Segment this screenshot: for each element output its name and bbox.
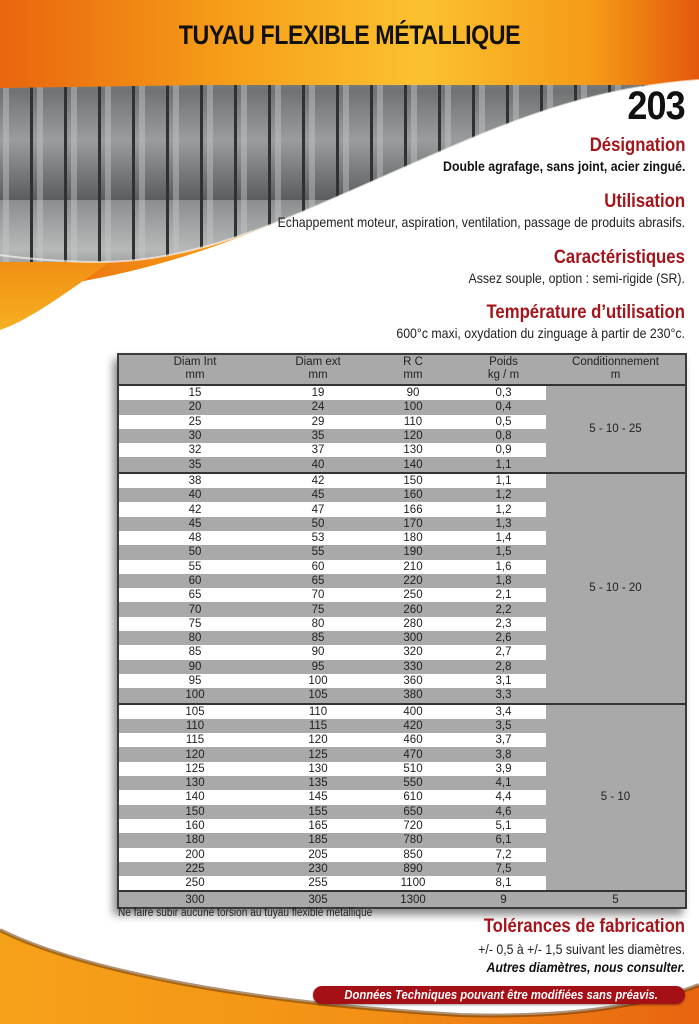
cell-diam-int: 300 xyxy=(119,891,271,906)
cell-rc: 110 xyxy=(365,415,461,429)
cell-poids: 0,8 xyxy=(461,429,546,443)
cell-rc: 320 xyxy=(365,645,461,659)
cell-rc: 610 xyxy=(365,790,461,804)
cell-poids: 1,1 xyxy=(461,473,546,488)
cell-conditionnement: 5 xyxy=(546,891,685,906)
cell-diam-int: 160 xyxy=(119,819,271,833)
cell-poids: 8,1 xyxy=(461,876,546,891)
cell-rc: 360 xyxy=(365,674,461,688)
cell-diam-int: 65 xyxy=(119,588,271,602)
cell-diam-int: 32 xyxy=(119,443,271,457)
cell-poids: 7,2 xyxy=(461,848,546,862)
cell-diam-ext: 47 xyxy=(271,502,365,516)
cell-rc: 460 xyxy=(365,733,461,747)
cell-diam-ext: 305 xyxy=(271,891,365,906)
caracteristiques-heading: Caractéristiques xyxy=(553,247,685,268)
cell-poids: 3,8 xyxy=(461,747,546,761)
header-diam-ext: Diam ext mm xyxy=(271,355,365,385)
cell-diam-ext: 37 xyxy=(271,443,365,457)
cell-rc: 280 xyxy=(365,617,461,631)
section-temperature xyxy=(357,302,685,342)
cell-diam-int: 200 xyxy=(119,848,271,862)
cell-rc: 780 xyxy=(365,833,461,847)
cell-diam-ext: 65 xyxy=(271,574,365,588)
cell-poids: 1,2 xyxy=(461,502,546,516)
cell-rc: 180 xyxy=(365,531,461,545)
cell-diam-int: 60 xyxy=(119,574,271,588)
utilisation-text: Echappement moteur, aspiration, ventilation, passage de produits abrasifs. xyxy=(277,214,685,230)
temperature-heading: Température d’utilisation xyxy=(486,302,685,323)
cell-diam-ext: 29 xyxy=(271,415,365,429)
product-reference: 203 xyxy=(627,84,685,128)
cell-rc: 380 xyxy=(365,688,461,703)
cell-poids: 4,4 xyxy=(461,790,546,804)
cell-rc: 470 xyxy=(365,747,461,761)
cell-poids: 6,1 xyxy=(461,833,546,847)
table-row xyxy=(119,891,685,906)
cell-diam-ext: 80 xyxy=(271,617,365,631)
header-conditionnement: Conditionnement m xyxy=(546,355,685,385)
cell-poids: 1,2 xyxy=(461,488,546,502)
tolerances-text: +/- 0,5 à +/- 1,5 suivant les diamètres. xyxy=(478,941,685,957)
cell-poids: 0,4 xyxy=(461,400,546,414)
cell-diam-int: 180 xyxy=(119,833,271,847)
cell-diam-int: 95 xyxy=(119,674,271,688)
cell-diam-int: 250 xyxy=(119,876,271,891)
cell-rc: 100 xyxy=(365,400,461,414)
cell-rc: 720 xyxy=(365,819,461,833)
cell-poids: 3,7 xyxy=(461,733,546,747)
cell-diam-ext: 35 xyxy=(271,429,365,443)
cell-diam-ext: 24 xyxy=(271,400,365,414)
specifications-table-container xyxy=(117,353,687,909)
cell-rc: 420 xyxy=(365,719,461,733)
cell-rc: 510 xyxy=(365,762,461,776)
cell-rc: 260 xyxy=(365,602,461,616)
cell-diam-int: 20 xyxy=(119,400,271,414)
section-tolerances xyxy=(450,916,685,976)
cell-diam-ext: 115 xyxy=(271,719,365,733)
cell-diam-int: 125 xyxy=(119,762,271,776)
temperature-text: 600°c maxi, oxydation du zinguage à partir de 230°c. xyxy=(396,325,685,341)
cell-diam-int: 50 xyxy=(119,545,271,559)
cell-poids: 1,6 xyxy=(461,560,546,574)
cell-poids: 3,5 xyxy=(461,719,546,733)
cell-diam-ext: 60 xyxy=(271,560,365,574)
cell-diam-ext: 45 xyxy=(271,488,365,502)
header-poids: Poids kg / m xyxy=(461,355,546,385)
cell-poids: 2,3 xyxy=(461,617,546,631)
cell-diam-int: 80 xyxy=(119,631,271,645)
cell-diam-int: 110 xyxy=(119,719,271,733)
cell-diam-ext: 105 xyxy=(271,688,365,703)
cell-diam-int: 38 xyxy=(119,473,271,488)
cell-diam-int: 70 xyxy=(119,602,271,616)
cell-diam-ext: 230 xyxy=(271,862,365,876)
cell-rc: 890 xyxy=(365,862,461,876)
cell-rc: 550 xyxy=(365,776,461,790)
table-row xyxy=(119,473,685,488)
cell-diam-int: 42 xyxy=(119,502,271,516)
tolerances-heading: Tolérances de fabrication xyxy=(483,916,685,937)
cell-diam-int: 140 xyxy=(119,790,271,804)
cell-diam-int: 48 xyxy=(119,531,271,545)
section-designation xyxy=(410,135,685,175)
cell-rc: 1100 xyxy=(365,876,461,891)
cell-rc: 150 xyxy=(365,473,461,488)
cell-rc: 300 xyxy=(365,631,461,645)
cell-diam-ext: 95 xyxy=(271,660,365,674)
cell-poids: 2,2 xyxy=(461,602,546,616)
specifications-table xyxy=(119,355,685,907)
cell-poids: 7,5 xyxy=(461,862,546,876)
cell-poids: 3,1 xyxy=(461,674,546,688)
cell-diam-ext: 145 xyxy=(271,790,365,804)
cell-poids: 1,5 xyxy=(461,545,546,559)
cell-diam-int: 115 xyxy=(119,733,271,747)
cell-diam-ext: 53 xyxy=(271,531,365,545)
caracteristiques-text: Assez souple, option : semi-rigide (SR). xyxy=(468,270,685,286)
cell-poids: 2,1 xyxy=(461,588,546,602)
cell-diam-int: 15 xyxy=(119,385,271,400)
header-rc: R C mm xyxy=(365,355,461,385)
cell-diam-ext: 40 xyxy=(271,457,365,472)
cell-rc: 190 xyxy=(365,545,461,559)
cell-diam-ext: 90 xyxy=(271,645,365,659)
cell-diam-ext: 85 xyxy=(271,631,365,645)
cell-poids: 4,6 xyxy=(461,805,546,819)
designation-heading: Désignation xyxy=(589,135,685,156)
cell-diam-ext: 205 xyxy=(271,848,365,862)
cell-rc: 650 xyxy=(365,805,461,819)
cell-diam-ext: 42 xyxy=(271,473,365,488)
cell-diam-int: 130 xyxy=(119,776,271,790)
cell-diam-ext: 50 xyxy=(271,517,365,531)
table-body xyxy=(119,385,685,907)
disclaimer-text: Données Techniques pouvant être modifiées sans préavis. xyxy=(344,988,658,1002)
cell-rc: 140 xyxy=(365,457,461,472)
cell-diam-int: 45 xyxy=(119,517,271,531)
cell-diam-int: 120 xyxy=(119,747,271,761)
cell-diam-int: 75 xyxy=(119,617,271,631)
cell-diam-ext: 120 xyxy=(271,733,365,747)
cell-diam-int: 55 xyxy=(119,560,271,574)
cell-diam-int: 35 xyxy=(119,457,271,472)
table-row xyxy=(119,704,685,719)
cell-diam-ext: 130 xyxy=(271,762,365,776)
cell-diam-ext: 19 xyxy=(271,385,365,400)
cell-diam-ext: 75 xyxy=(271,602,365,616)
cell-poids: 0,9 xyxy=(461,443,546,457)
table-header-row xyxy=(119,355,685,385)
cell-diam-ext: 70 xyxy=(271,588,365,602)
cell-conditionnement: 5 - 10 xyxy=(546,704,685,892)
cell-poids: 2,8 xyxy=(461,660,546,674)
utilisation-heading: Utilisation xyxy=(604,191,685,212)
cell-rc: 220 xyxy=(365,574,461,588)
cell-rc: 90 xyxy=(365,385,461,400)
cell-rc: 130 xyxy=(365,443,461,457)
cell-poids: 1,4 xyxy=(461,531,546,545)
cell-poids: 1,8 xyxy=(461,574,546,588)
section-utilisation xyxy=(222,191,685,231)
cell-poids: 9 xyxy=(461,891,546,906)
cell-diam-int: 85 xyxy=(119,645,271,659)
cell-diam-int: 30 xyxy=(119,429,271,443)
section-caracteristiques xyxy=(439,247,685,287)
torsion-warning-note: Ne faire subir aucune torsion au tuyau flexible métallique xyxy=(118,907,373,919)
cell-rc: 120 xyxy=(365,429,461,443)
cell-diam-int: 105 xyxy=(119,704,271,719)
cell-poids: 4,1 xyxy=(461,776,546,790)
cell-rc: 1300 xyxy=(365,891,461,906)
cell-diam-ext: 185 xyxy=(271,833,365,847)
cell-diam-int: 225 xyxy=(119,862,271,876)
cell-diam-ext: 55 xyxy=(271,545,365,559)
cell-diam-ext: 125 xyxy=(271,747,365,761)
cell-diam-int: 90 xyxy=(119,660,271,674)
cell-rc: 250 xyxy=(365,588,461,602)
cell-poids: 5,1 xyxy=(461,819,546,833)
cell-diam-int: 150 xyxy=(119,805,271,819)
cell-diam-int: 25 xyxy=(119,415,271,429)
cell-poids: 3,4 xyxy=(461,704,546,719)
cell-rc: 166 xyxy=(365,502,461,516)
cell-conditionnement: 5 - 10 - 25 xyxy=(546,385,685,473)
cell-rc: 330 xyxy=(365,660,461,674)
cell-poids: 0,3 xyxy=(461,385,546,400)
cell-diam-ext: 155 xyxy=(271,805,365,819)
cell-poids: 0,5 xyxy=(461,415,546,429)
cell-poids: 2,7 xyxy=(461,645,546,659)
document-title: TUYAU FLEXIBLE MÉTALLIQUE xyxy=(178,20,521,50)
cell-diam-ext: 255 xyxy=(271,876,365,891)
cell-poids: 3,9 xyxy=(461,762,546,776)
cell-diam-ext: 100 xyxy=(271,674,365,688)
cell-rc: 850 xyxy=(365,848,461,862)
cell-poids: 3,3 xyxy=(461,688,546,703)
cell-diam-ext: 165 xyxy=(271,819,365,833)
cell-rc: 400 xyxy=(365,704,461,719)
cell-conditionnement: 5 - 10 - 20 xyxy=(546,473,685,704)
tolerances-emphasis: Autres diamètres, nous consulter. xyxy=(486,959,685,975)
cell-diam-int: 40 xyxy=(119,488,271,502)
cell-diam-int: 100 xyxy=(119,688,271,703)
disclaimer-badge xyxy=(313,986,685,1004)
cell-poids: 1,3 xyxy=(461,517,546,531)
designation-text: Double agrafage, sans joint, acier zingué. xyxy=(442,158,685,174)
cell-poids: 1,1 xyxy=(461,457,546,472)
cell-diam-ext: 135 xyxy=(271,776,365,790)
cell-diam-ext: 110 xyxy=(271,704,365,719)
header-diam-int: Diam Int mm xyxy=(119,355,271,385)
cell-rc: 170 xyxy=(365,517,461,531)
cell-rc: 160 xyxy=(365,488,461,502)
cell-poids: 2,6 xyxy=(461,631,546,645)
table-row xyxy=(119,385,685,400)
cell-rc: 210 xyxy=(365,560,461,574)
